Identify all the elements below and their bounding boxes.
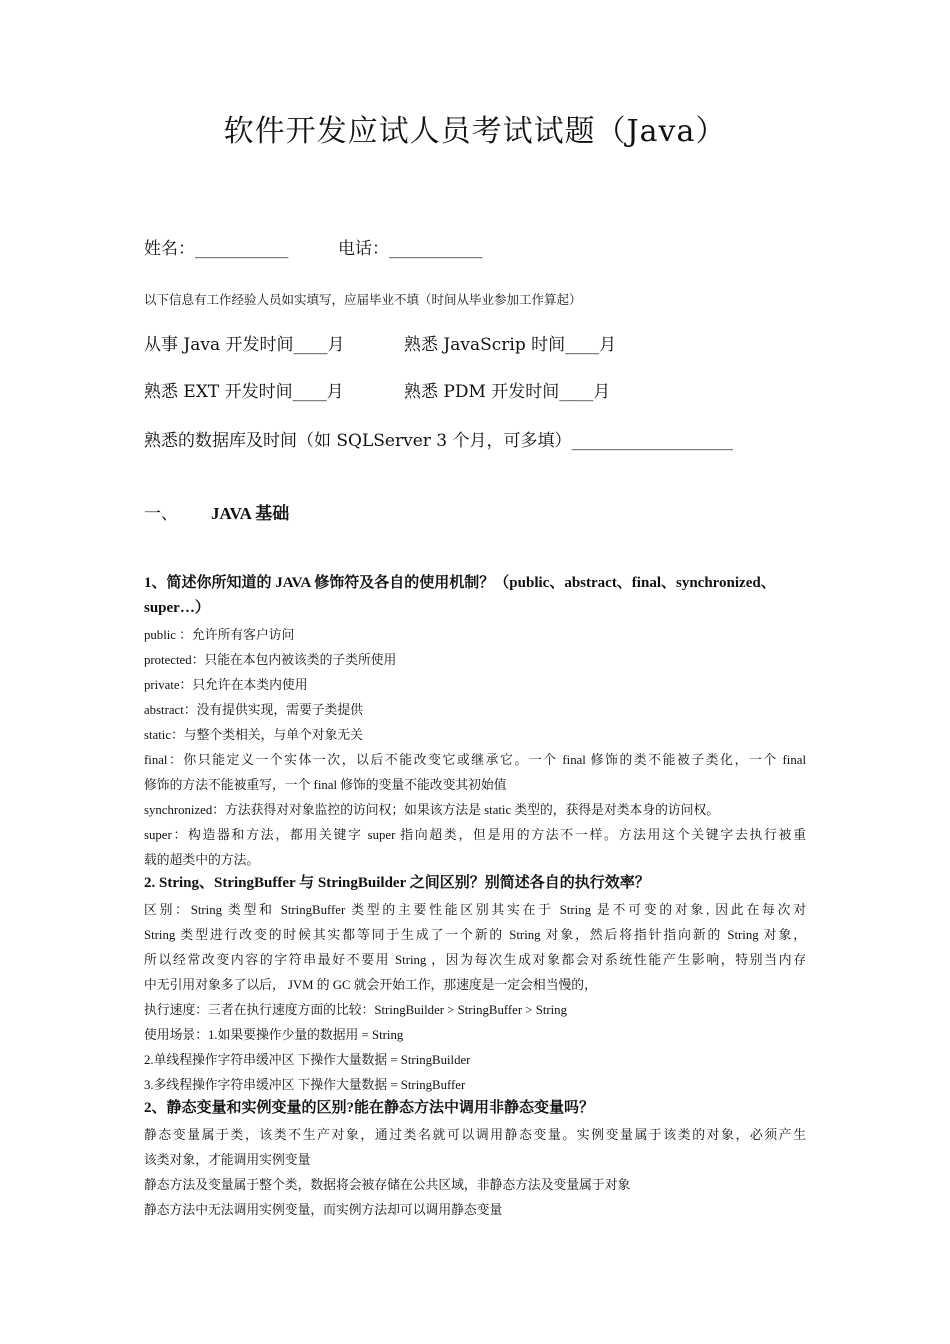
answer-1-line: public ：允许所有客户访问: [144, 628, 295, 642]
question-3-title: 2、静态变量和实例变量的区别?能在静态方法中调用非静态变量吗？: [144, 1100, 595, 1116]
answer-3-line: 静态方法中无法调用实例变量，而实例方法却可以调用静态变量: [144, 1203, 503, 1217]
answer-2-line: 所以经常改变内容的字符串最好不要用 String ，因为每次生成对象都会对系统性能产生影响，特别当内存: [144, 953, 806, 967]
answer-2-line: 区别：String 类型和 StringBuffer 类型的主要性能区别其实在于 String 是不可变的对象, 因此在每次对: [144, 903, 806, 917]
answer-1-line: private：只允许在本类内使用: [144, 678, 308, 692]
page-title: 软件开发应试人员考试试题（Java）: [223, 114, 727, 149]
answer-1-line: static：与整个类相关，与单个对象无关: [144, 728, 363, 742]
phone-field: 电话：___________: [338, 239, 483, 259]
section-number: 一、: [144, 504, 178, 523]
answer-2-line: 使用场景：1.如果要操作少量的数据用 = String: [144, 1028, 404, 1042]
answer-1-line: 载的超类中的方法。: [144, 853, 260, 867]
answer-1-line: 修饰的方法不能被重写，一个 final 修饰的变量不能改变其初始值: [144, 778, 507, 792]
answer-2-line: 中无引用对象多了以后， JVM 的 GC 就会开始工作，那速度是一定会相当慢的，: [144, 978, 597, 992]
answer-2-line: 3.多线程操作字符串缓冲区 下操作大量数据 = StringBuffer: [144, 1078, 466, 1092]
answer-2-line: 2.单线程操作字符串缓冲区 下操作大量数据 = StringBuilder: [144, 1053, 471, 1067]
answer-3-line: 静态变量属于类，该类不生产对象，通过类名就可以调用静态变量。实例变量属于该类的对象，必须产生: [144, 1128, 806, 1142]
question-1-title-line2: super…）: [144, 600, 210, 616]
answer-2-line: 执行速度：三者在执行速度方面的比较：StringBuilder > StringBuffer > String: [144, 1003, 567, 1017]
section-heading: JAVA 基础: [211, 504, 290, 523]
answer-1-line: synchronized：方法获得对对象监控的访问权；如果该方法是 static 类型的，获得是对类本身的访问权。: [144, 803, 720, 817]
answer-2-line: String 类型进行改变的时候其实都等同于生成了一个新的 String 对象，然后将指针指向新的 String 对象，: [144, 928, 806, 942]
experience-note: 以下信息有工作经验人员如实填写，应届毕业不填（时间从毕业参加工作算起）: [144, 292, 582, 307]
database-experience-field: 熟悉的数据库及时间（如 SQLServer 3 个月，可多填）___________________: [144, 431, 734, 451]
answer-1-line: super：构造器和方法，都用关键字 super 指向超类，但是用的方法不一样。方法用这个关键字去执行被重: [144, 828, 806, 842]
name-field: 姓名：___________: [144, 239, 289, 259]
pdm-experience-field: 熟悉 PDM 开发时间____月: [404, 382, 611, 402]
answer-1-line: abstract：没有提供实现，需要子类提供: [144, 703, 363, 717]
answer-3-line: 静态方法及变量属于整个类，数据将会被存储在公共区域，非静态方法及变量属于对象: [144, 1178, 631, 1192]
java-experience-field: 从事 Java 开发时间____月: [144, 335, 345, 355]
answer-1-line: protected：只能在本包内被该类的子类所使用: [144, 653, 397, 667]
answer-3-line: 该类对象，才能调用实例变量: [144, 1153, 311, 1167]
question-1-title-line1: 1、简述你所知道的 JAVA 修饰符及各自的使用机制？（public、abstract、final、synchronized、: [144, 575, 776, 591]
question-2-title: 2. String、StringBuffer 与 StringBuilder 之间区别？别简述各自的执行效率？: [144, 875, 650, 891]
answer-1-line: final：你只能定义一个实体一次，以后不能改变它或继承它。一个 final 修饰的类不能被子类化，一个 final: [144, 753, 806, 767]
ext-experience-field: 熟悉 EXT 开发时间____月: [144, 382, 344, 402]
javascript-experience-field: 熟悉 JavaScrip 时间____月: [404, 335, 617, 355]
